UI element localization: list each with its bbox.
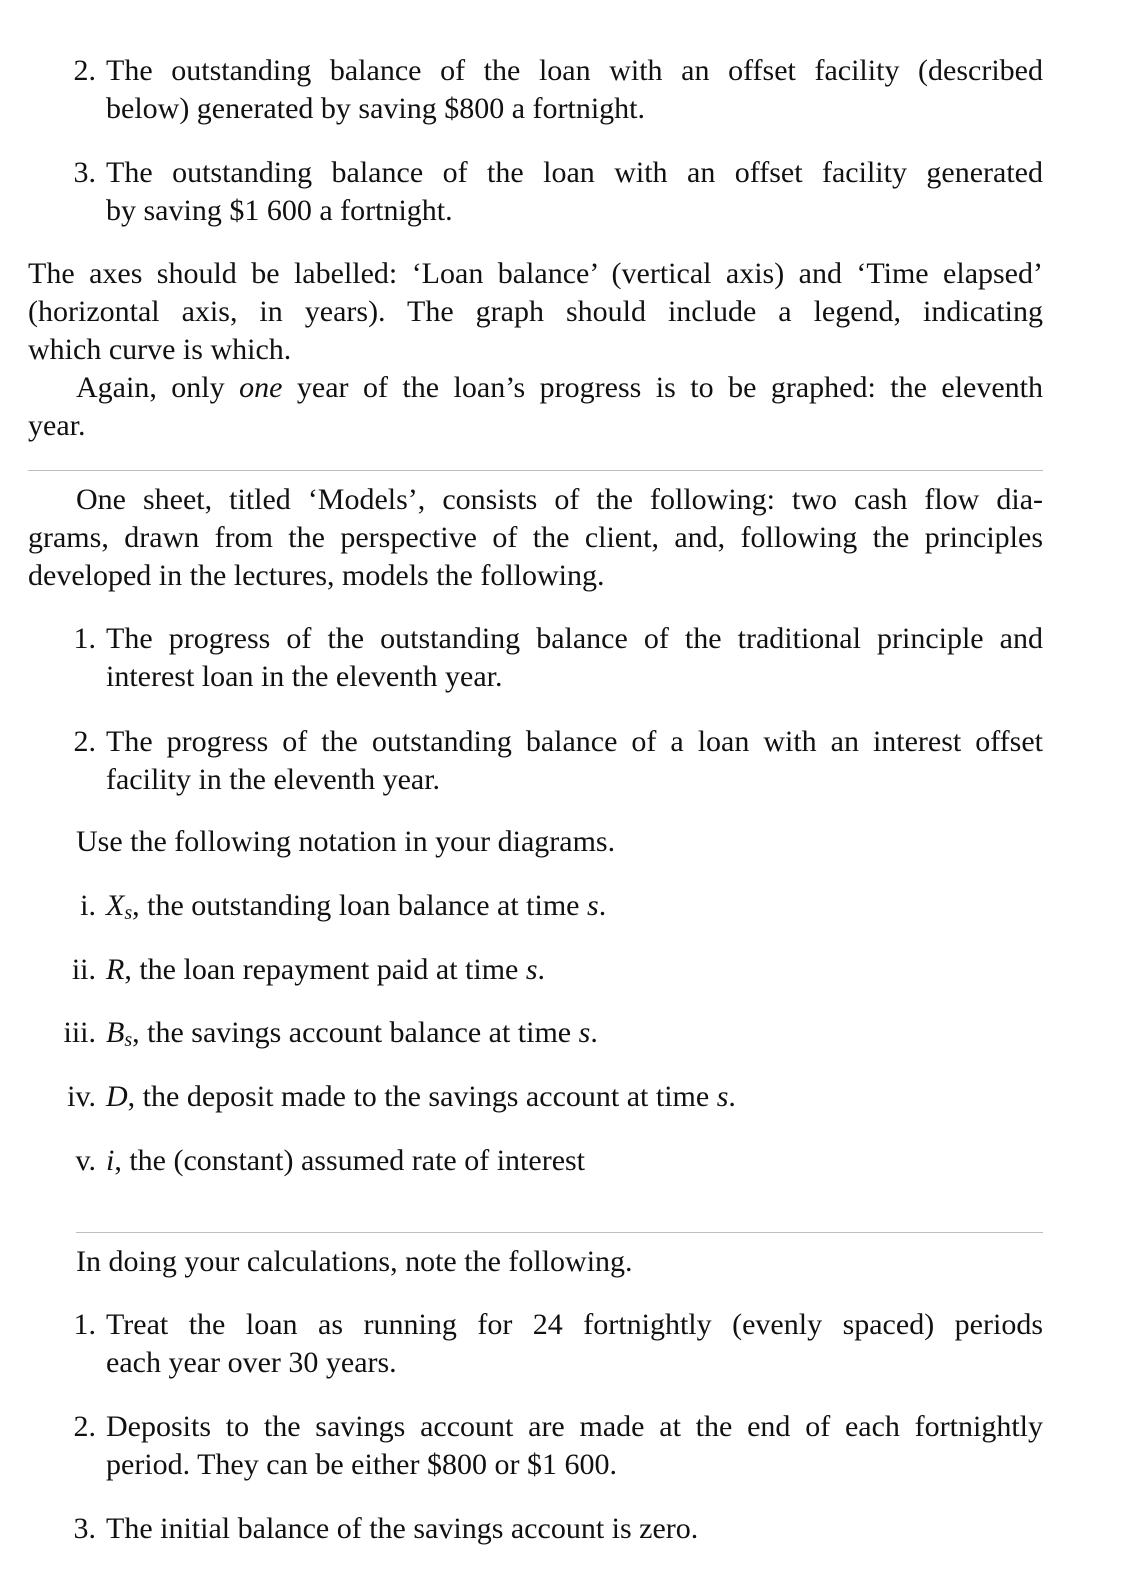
math-symbol: R <box>106 953 125 986</box>
list-item-number: 1. <box>73 1308 96 1341</box>
notation-text: , the savings account balance at time <box>132 1016 579 1049</box>
list-item-text: Deposits to the savings account are made at the end of each fortnightly <box>106 1410 1043 1443</box>
notation-text: , the outstanding loan balance at time <box>132 889 587 922</box>
punctuation: . <box>537 953 546 986</box>
list-item-text: The initial balance of the savings account is zero. <box>106 1512 699 1545</box>
list-item-number: 2. <box>73 1410 96 1443</box>
list-item-text: by saving $1 600 a fortnight. <box>106 194 453 227</box>
text-span: year of the loan’s progress is to be graphed: the eleventh <box>282 371 1044 404</box>
list-item-text: The progress of the outstanding balance of a loan with an interest offset <box>106 725 1043 758</box>
notation-numeral: i. <box>80 889 96 922</box>
paragraph-line: grams, drawn from the perspective of the client, and, following the principles <box>28 521 1043 554</box>
emphasis-text: one <box>239 371 283 404</box>
list-item-number: 3. <box>73 156 96 189</box>
notation-numeral: ii. <box>71 953 96 986</box>
paragraph-line: which curve is which. <box>28 333 292 366</box>
list-item-text: facility in the eleventh year. <box>106 763 441 796</box>
punctuation: . <box>598 889 607 922</box>
list-item-text: interest loan in the eleventh year. <box>106 660 503 693</box>
list-item-text: below) generated by saving $800 a fortnight. <box>106 92 646 125</box>
section-divider <box>76 1232 1043 1233</box>
paragraph-line: (horizontal axis, in years). The graph should include a legend, indicating <box>28 295 1043 328</box>
notation-item <box>106 951 545 989</box>
list-item-number: 2. <box>73 54 96 87</box>
paragraph-line: One sheet, titled ‘Models’, consists of the following: two cash flow dia- <box>76 483 1043 516</box>
math-symbol: B <box>106 1016 125 1049</box>
math-variable: s <box>587 889 599 922</box>
list-item-text: The outstanding balance of the loan with an offset facility generated <box>106 156 1043 189</box>
list-item-text: period. They can be either $800 or $1 600. <box>106 1448 617 1481</box>
paragraph-line: developed in the lectures, models the following. <box>28 559 605 592</box>
paragraph-line: The axes should be labelled: ‘Loan balance’ (vertical axis) and ‘Time elapsed’ <box>28 257 1043 290</box>
math-variable: s <box>716 1080 729 1113</box>
math-symbol: i <box>106 1144 115 1177</box>
list-item-text: The outstanding balance of the loan with an offset facility (described <box>106 54 1043 87</box>
calculations-intro: In doing your calculations, note the following. <box>76 1245 633 1278</box>
section-divider <box>28 470 1043 471</box>
punctuation: . <box>728 1080 736 1113</box>
list-item-number: 3. <box>73 1512 96 1545</box>
notation-item <box>106 1078 736 1116</box>
list-item-text: The progress of the outstanding balance of the traditional principle and <box>106 622 1043 655</box>
paragraph-line: year. <box>28 409 86 442</box>
notation-item <box>106 887 606 925</box>
math-symbol: D <box>106 1080 128 1113</box>
list-item-number: 1. <box>73 622 96 655</box>
notation-item <box>106 1142 585 1180</box>
list-item-text: each year over 30 years. <box>106 1346 397 1379</box>
notation-numeral: v. <box>75 1144 96 1177</box>
notation-numeral: iv. <box>67 1080 96 1113</box>
math-symbol: X <box>106 889 125 922</box>
notation-text: , the deposit made to the savings account at time <box>127 1080 717 1113</box>
notation-text: , the (constant) assumed rate of interest <box>114 1144 586 1177</box>
math-variable: s <box>578 1016 591 1049</box>
paragraph-line <box>76 369 1043 407</box>
math-subscript: s <box>124 902 133 924</box>
text-span: Again, only <box>76 371 240 404</box>
list-item-number: 2. <box>73 725 96 758</box>
list-item-text: Treat the loan as running for 24 fortnightly (evenly spaced) periods <box>106 1308 1043 1341</box>
punctuation: . <box>590 1016 598 1049</box>
notation-intro: Use the following notation in your diagrams. <box>76 825 616 858</box>
notation-text: , the loan repayment paid at time <box>124 953 526 986</box>
notation-numeral: iii. <box>63 1016 96 1049</box>
math-variable: s <box>525 953 538 986</box>
math-subscript: s <box>124 1029 133 1051</box>
notation-item <box>106 1014 598 1052</box>
